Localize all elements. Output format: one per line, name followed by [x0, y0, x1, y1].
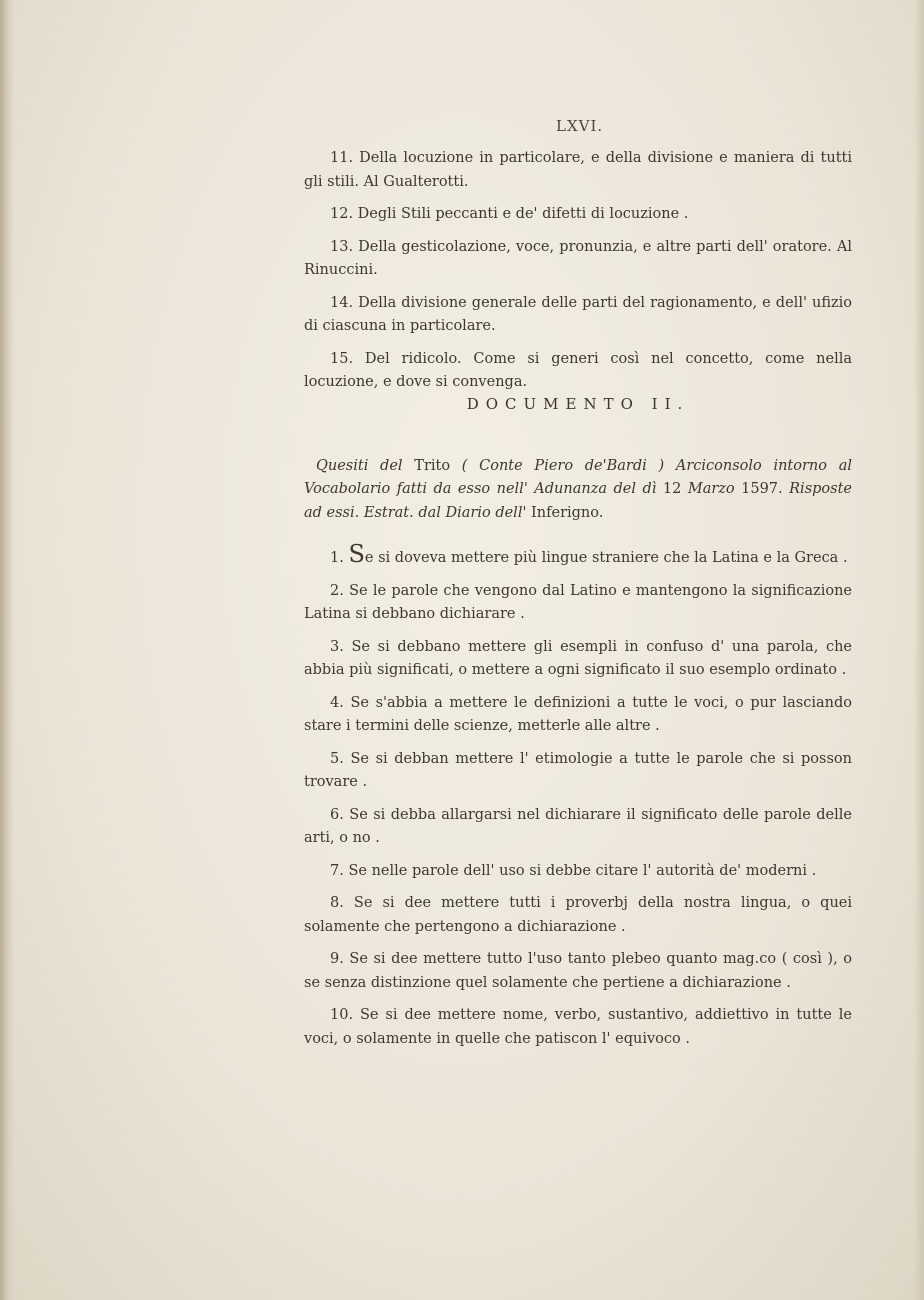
intro-part: 1597. — [734, 481, 790, 497]
question-number: 1. — [330, 550, 344, 566]
document-title: DOCUMENTO II. — [466, 395, 690, 413]
questions-list — [304, 540, 852, 1060]
list-item: 12. Degli Stili peccanti e de' difetti di locuzione . — [330, 206, 689, 222]
intro-part: Trito — [402, 457, 462, 474]
entries-list — [304, 147, 852, 404]
list-item: 2. Se le parole che vengono dal Latino e mantengono la significazione Latina si debbano dichiarare . — [304, 582, 852, 622]
intro-part: ( Conte Piero de'Bardi ) Arciconsolo intorno al Vocabolario fatti da esso nell' Adunanza del dì — [304, 457, 852, 497]
drop-cap: S — [348, 540, 365, 568]
list-item: 5. Se si debban mettere l' etimologie a tutte le parole che si posson trovare . — [304, 750, 852, 790]
list-item: 11. Della locuzione in particolare, e della divisione e maniera di tutti gli stili. Al Gualterotti. — [304, 150, 852, 190]
intro-part: Inferigno. — [526, 504, 604, 521]
list-item: 13. Della gesticolazione, voce, pronunzia, e altre parti dell' oratore. Al Rinuccini. — [304, 238, 852, 278]
list-item: 9. Se si dee mettere tutto l'uso tanto plebeo quanto mag.co ( così ), o se senza distinzione quel solamente che pertiene a dichiarazione . — [304, 951, 852, 991]
list-item: 14. Della divisione generale delle parti del ragionamento, e dell' ufizio di ciascuna in particolare. — [304, 294, 852, 334]
list-item — [304, 540, 852, 571]
document-intro — [304, 455, 852, 526]
list-item: 3. Se si debbano mettere gli esempli in confuso d' una parola, che abbia più significati, o mettere a ogni significato il suo esemplo ordinato . — [304, 638, 852, 678]
list-item: 15. Del ridicolo. Come si generi così nel concetto, come nella locuzione, e dove si convenga. — [304, 350, 852, 390]
list-item: 4. Se s'abbia a mettere le definizioni a tutte le voci, o pur lasciando stare i termini delle scienze, metterle alle altre . — [304, 694, 852, 734]
question-text: e si doveva mettere più lingue straniere che la Latina e la Greca . — [364, 550, 848, 566]
page-edge-right — [914, 0, 924, 1300]
list-item: 10. Se si dee mettere nome, verbo, sustantivo, addiettivo in tutte le voci, o solamente in quelle che patiscon l' equivoco . — [304, 1007, 852, 1047]
intro-part: 12 — [656, 481, 688, 497]
intro-part: Quesiti del — [316, 457, 403, 474]
page-number: LXVI. — [556, 117, 604, 135]
intro-part: Risposte ad essi. Estrat. dal Diario dell' — [304, 481, 852, 521]
intro-part: Marzo — [687, 481, 735, 497]
page-edge-left — [0, 0, 14, 1300]
list-item: 6. Se si debba allargarsi nel dichiarare il significato delle parole delle arti, o no . — [304, 806, 852, 846]
list-item: 8. Se si dee mettere tutti i proverbj della nostra lingua, o quei solamente che pertengono a dichiarazione . — [304, 895, 852, 935]
list-item: 7. Se nelle parole dell' uso si debbe citare l' autorità de' moderni . — [330, 862, 817, 879]
